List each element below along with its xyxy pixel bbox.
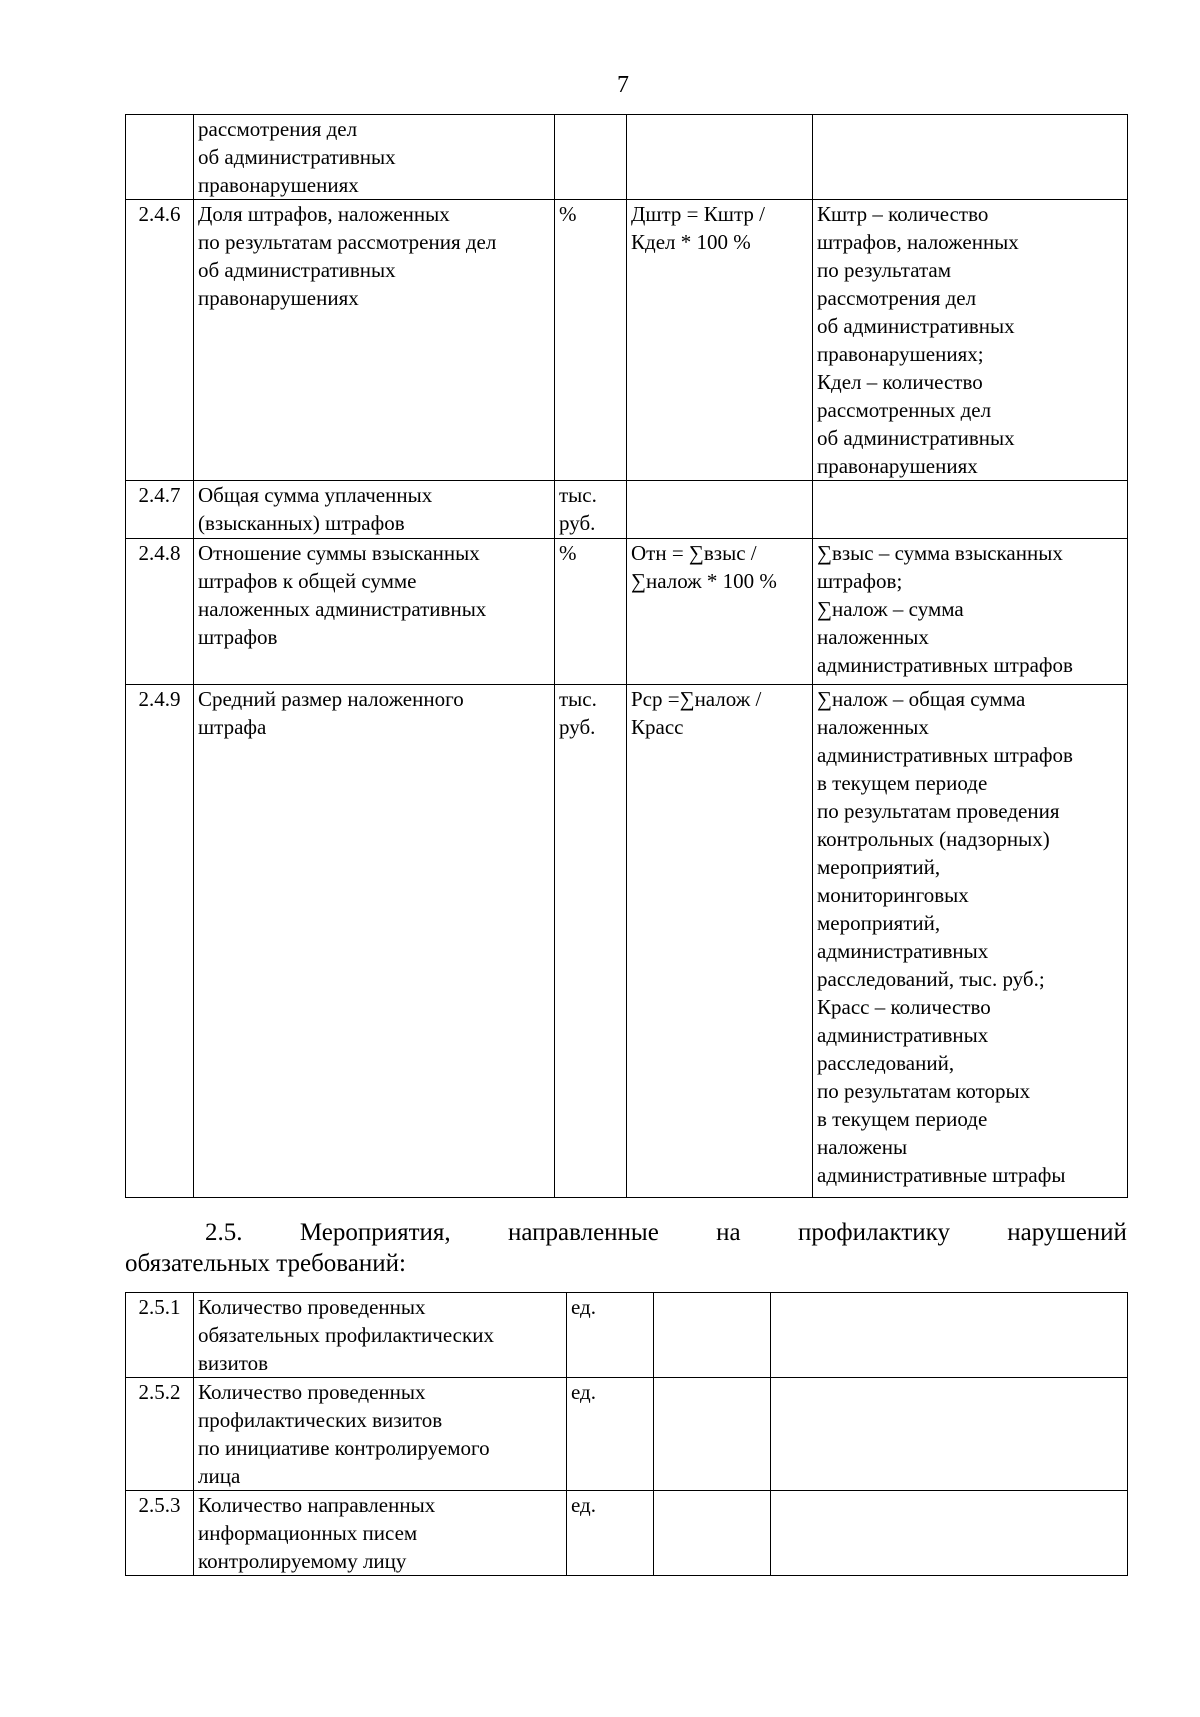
unit: ед. bbox=[567, 1293, 654, 1378]
table-row bbox=[126, 1491, 1128, 1576]
indicator-name: Количество направленных информационных писем контролируемому лицу bbox=[194, 1491, 567, 1576]
description: Кштр – количество штрафов, наложенных по результатам рассмотрения дел об административных правонарушениях; Кдел – количество рассмотренных дел об административных правонарушениях bbox=[813, 200, 1128, 481]
unit: тыс. руб. bbox=[555, 685, 627, 1198]
formula bbox=[654, 1491, 771, 1576]
description bbox=[771, 1491, 1128, 1576]
description bbox=[813, 115, 1128, 200]
indicator-name: Отношение суммы взысканных штрафов к общей сумме наложенных административных штрафов bbox=[194, 539, 555, 685]
unit: ед. bbox=[567, 1491, 654, 1576]
indicator-name: Количество проведенных обязательных профилактических визитов bbox=[194, 1293, 567, 1378]
formula bbox=[627, 115, 813, 200]
unit: % bbox=[555, 539, 627, 685]
row-number: 2.4.8 bbox=[126, 539, 194, 685]
page-number: 7 bbox=[617, 72, 629, 98]
formula: Отн = ∑взыс / ∑налож * 100 % bbox=[627, 539, 813, 685]
row-number: 2.4.9 bbox=[126, 685, 194, 1198]
table-row bbox=[126, 115, 1128, 200]
table-row bbox=[126, 685, 1128, 1198]
formula: Рср =∑налож / Красс bbox=[627, 685, 813, 1198]
indicators-table-2-4 bbox=[125, 114, 1128, 1198]
heading-word: направленные bbox=[508, 1219, 659, 1246]
formula bbox=[654, 1378, 771, 1491]
section-heading-line1 bbox=[125, 1217, 1127, 1248]
description: ∑взыс – сумма взысканных штрафов; ∑налож – сумма наложенных административных штрафов bbox=[813, 539, 1128, 685]
row-number bbox=[126, 115, 194, 200]
table-row bbox=[126, 1293, 1128, 1378]
heading-word: 2.5. bbox=[205, 1219, 243, 1246]
table-row bbox=[126, 200, 1128, 481]
description: ∑налож – общая сумма наложенных административных штрафов в текущем периоде по результатам проведения контрольных (надзорных) мероприятий, мониторинговых мероприятий, административных расследований, тыс. руб.; Красс – количество административных расследований, по результатам которых в текущем периоде наложены административные штрафы bbox=[813, 685, 1128, 1198]
unit: % bbox=[555, 200, 627, 481]
description bbox=[771, 1293, 1128, 1378]
description bbox=[771, 1378, 1128, 1491]
formula: Дштр = Кштр / Кдел * 100 % bbox=[627, 200, 813, 481]
heading-word: Мероприятия, bbox=[299, 1219, 451, 1246]
indicator-name: Количество проведенных профилактических визитов по инициативе контролируемого лица bbox=[194, 1378, 567, 1491]
section-heading-2-5 bbox=[125, 1217, 1127, 1279]
heading-word: профилактику bbox=[798, 1219, 950, 1246]
table-row bbox=[126, 481, 1128, 539]
formula bbox=[654, 1293, 771, 1378]
row-number: 2.5.3 bbox=[126, 1491, 194, 1576]
description bbox=[813, 481, 1128, 539]
table-row bbox=[126, 1378, 1128, 1491]
row-number: 2.5.2 bbox=[126, 1378, 194, 1491]
row-number: 2.5.1 bbox=[126, 1293, 194, 1378]
heading-word: нарушений bbox=[1007, 1219, 1127, 1246]
indicator-name: Средний размер наложенного штрафа bbox=[194, 685, 555, 1198]
section-heading-line2: обязательных требований: bbox=[125, 1250, 406, 1277]
heading-word: на bbox=[716, 1219, 741, 1246]
row-number: 2.4.6 bbox=[126, 200, 194, 481]
indicator-name: Общая сумма уплаченных (взысканных) штрафов bbox=[194, 481, 555, 539]
table-row bbox=[126, 539, 1128, 685]
unit: ед. bbox=[567, 1378, 654, 1491]
indicator-name: рассмотрения дел об административных правонарушениях bbox=[194, 115, 555, 200]
row-number: 2.4.7 bbox=[126, 481, 194, 539]
unit bbox=[555, 115, 627, 200]
unit: тыс. руб. bbox=[555, 481, 627, 539]
indicator-name: Доля штрафов, наложенных по результатам рассмотрения дел об административных правонарушениях bbox=[194, 200, 555, 481]
formula bbox=[627, 481, 813, 539]
indicators-table-2-5 bbox=[125, 1292, 1128, 1576]
